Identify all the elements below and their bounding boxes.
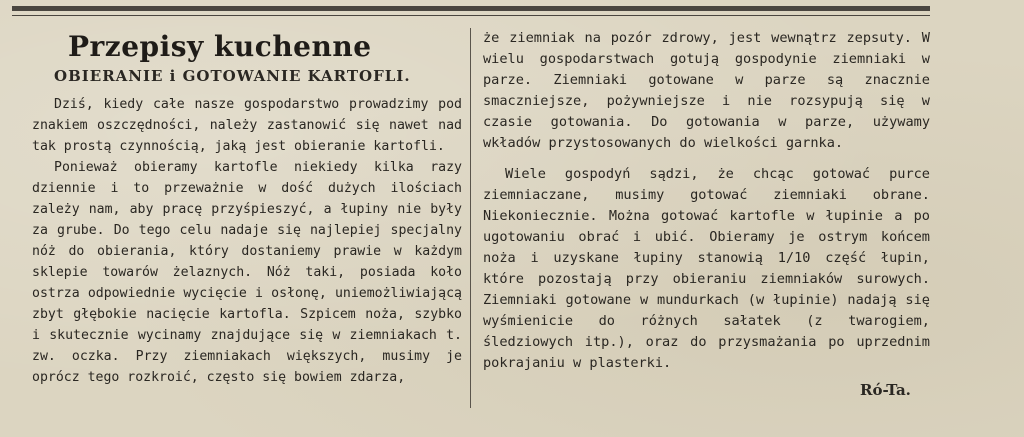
article-subtitle: OBIERANIE i GOTOWANIE KARTOFLI. xyxy=(54,67,411,85)
right-column xyxy=(483,28,930,374)
right-paragraph-2: Wiele gospodyń sądzi, że chcąc gotować purce ziemniaczane, musimy gotować ziemniaki obrane. Niekoniecznie. Można gotować kartofle w łupinie a po ugotowaniu obrać i ubić. Obieramy je ostrym końcem noża i uzyskane łupiny stanowią 1/10 część łupin, które pozostają przy obieraniu ziemniaków surowych. Ziemniaki gotowane w mundurkach (w łupinie) nadają się wyśmienicie do różnych sałatek (z twarogiem, śledziowych itp.), oraz do przysmażania po uprzednim pokrajaniu w plasterki. xyxy=(483,166,930,371)
left-paragraph-1: Dziś, kiedy całe nasze gospodarstwo prowadzimy pod znakiem oszczędności, należy zastanowić się nawet nad tak prostą czynnością, jaką jest obieranie kartofli. xyxy=(32,97,462,154)
left-column xyxy=(32,28,462,388)
left-paragraph-2: Ponieważ obieramy kartofle niekiedy kilka razy dziennie i to przeważnie w dość dużych ilościach zależy nam, aby pracę przyśpieszyć, a łupiny nie były za grube. Do tego celu nadaje się najlepiej specjalny nóż do obierania, który dostaniemy prawie w każdym sklepie towarów żelaznych. Nóż taki, posiada koło ostrza odpowiednie wycięcie i osłonę, uniemożliwiającą zbyt głębokie nacięcie kartofla. Szpicem noża, szybko i skutecznie wycinamy znajdujące się w ziemniakach t. zw. oczka. Przy ziemniakach większych, musimy je oprócz tego rozkroić, często się bowiem zdarza, xyxy=(32,160,462,385)
article-title: Przepisy kuchenne xyxy=(68,30,372,63)
paragraph-gap xyxy=(483,154,930,164)
top-rule xyxy=(12,6,930,16)
right-paragraph-1: że ziemniak na pozór zdrowy, jest wewnątrz zepsuty. W wielu gospodarstwach gotują gospodynie ziemniaki w parze. Ziemniaki gotowane w parze są znacznie smaczniejsze, pożywniejsze i nie rozsypują się w czasie gotowania. Do gotowania w parze, używamy wkładów przystosowanych do wielkości garnka. xyxy=(483,30,930,151)
author-signature: Ró-Ta. xyxy=(860,381,911,399)
column-divider xyxy=(470,28,471,408)
